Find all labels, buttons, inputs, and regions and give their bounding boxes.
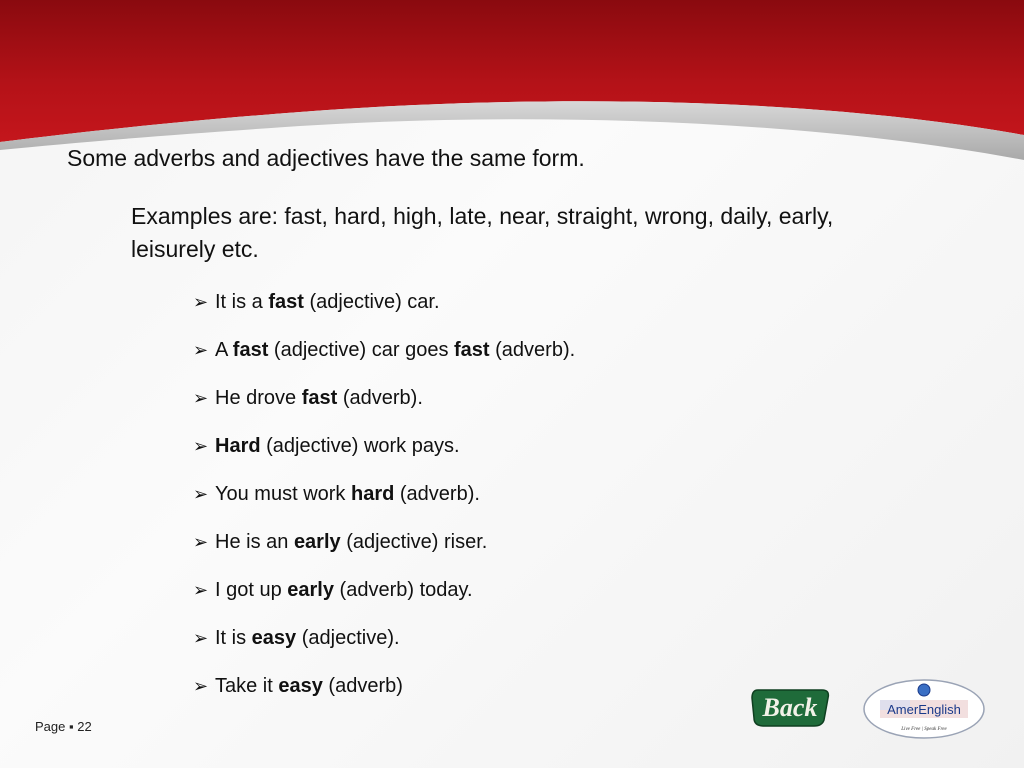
bullet-text: I got up [215,579,288,601]
examples-text: Examples are: fast, hard, high, late, near, straight, wrong, daily, early, leisurely etc. [131,203,834,262]
bullet-keyword: hard [351,483,395,505]
bullet-text: (adjective) riser. [340,531,488,553]
bullet-keyword: easy [278,675,323,697]
globe-icon [918,684,930,696]
example-bullet [193,576,575,624]
arrow-bullet-icon: ➢ [193,676,209,696]
bullet-text: He is an [215,531,294,553]
example-bullet-list [193,288,575,720]
bullet-text: Take it [215,675,279,697]
bullet-text: You must work [215,483,351,505]
logo-tagline: Live Free | Speak Free [901,727,947,732]
bullet-text: (adverb). [489,339,576,361]
bullet-keyword: fast [268,291,304,313]
bullet-text: (adverb) today. [334,579,473,601]
arrow-bullet-icon: ➢ [193,580,209,600]
bullet-keyword: fast [232,339,269,361]
example-bullet [193,672,575,720]
arrow-bullet-icon: ➢ [193,388,209,408]
amerenglish-logo [862,678,986,740]
bullet-text: It is a [215,291,269,313]
example-bullet [193,432,575,480]
arrow-bullet-icon: ➢ [193,436,209,456]
logo-name: AmerEnglish [887,702,961,717]
bullet-keyword: easy [251,627,297,649]
bullet-keyword: fast [454,339,490,361]
bullet-text: (adjective) car. [303,291,440,313]
example-bullet [193,288,575,336]
arrow-bullet-icon: ➢ [193,532,209,552]
bullet-text: He drove [215,387,302,409]
bullet-text: (adverb). [337,387,423,409]
example-bullet [193,528,575,576]
bullet-text: (adjective) car goes [268,339,455,361]
page-separator: ▪ [69,719,74,734]
example-bullet [193,480,575,528]
example-bullet [193,336,575,384]
page-footer [35,719,92,734]
bullet-text: (adverb). [394,483,480,505]
back-button-label: Back [762,693,818,722]
page-label: Page [35,719,66,734]
example-bullet [193,384,575,432]
bullet-keyword: Hard [215,435,261,457]
bullet-text: It is [215,627,252,649]
bullet-text: (adverb) [322,675,403,697]
bullet-text: (adjective) work pays. [260,435,460,457]
intro-text: Some adverbs and adjectives have the same form. [67,145,585,171]
arrow-bullet-icon: ➢ [193,292,209,312]
bullet-keyword: early [287,579,334,601]
example-bullet [193,624,575,672]
bullet-text: (adjective). [296,627,400,649]
bullet-keyword: early [293,531,341,553]
back-button[interactable] [750,686,830,728]
arrow-bullet-icon: ➢ [193,340,209,360]
page-number: 22 [77,719,92,734]
arrow-bullet-icon: ➢ [193,628,209,648]
arrow-bullet-icon: ➢ [193,484,209,504]
bullet-text: A [215,339,233,361]
bullet-keyword: fast [301,387,338,409]
